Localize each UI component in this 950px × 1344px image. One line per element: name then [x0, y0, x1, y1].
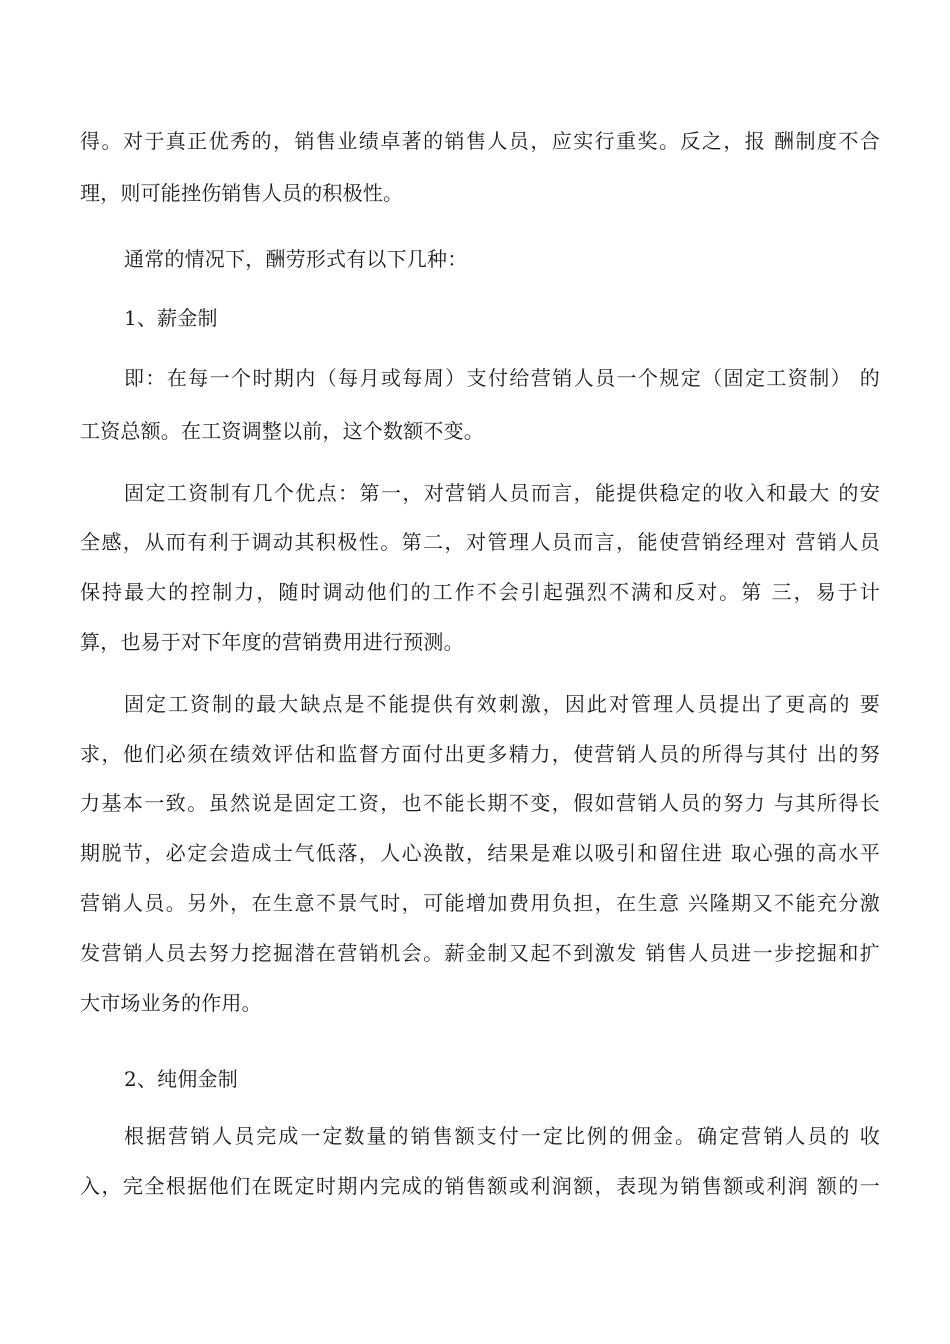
paragraph-line: 发营销人员去努力挖掘潜在营销机会。薪金制又起不到激发 销售人员进一步挖掘和扩: [80, 941, 880, 965]
paragraph-line: 大市场业务的作用。: [80, 991, 262, 1015]
paragraph-line: 营销人员。另外，在生意不景气时，可能增加费用负担，在生意 兴隆期又不能充分激: [80, 891, 880, 915]
paragraph-line: 求，他们必须在绩效评估和监督方面付出更多精力，使营销人员的所得与其付 出的努: [80, 742, 880, 766]
paragraph-line: 力基本一致。虽然说是固定工资，也不能长期不变，假如营销人员的努力 与其所得长: [80, 791, 880, 815]
paragraph-line: 入，完全根据他们在既定时期内完成的销售额或利润额，表现为销售额或利润 额的一: [80, 1174, 880, 1198]
paragraph-line: 固定工资制的最大缺点是不能提供有效刺激，因此对管理人员提出了更高的 要: [124, 692, 880, 716]
paragraph-line: 全感，从而有利于调动其积极性。第二，对管理人员而言，能使营销经理对 营销人员: [80, 530, 880, 554]
paragraph-line: 算，也易于对下年度的营销费用进行预测。: [80, 630, 464, 654]
paragraph-line: 保持最大的控制力，随时调动他们的工作不会引起强烈不满和反对。第 三，易于计: [80, 580, 880, 604]
paragraph-line: 工资总额。在工资调整以前，这个数额不变。: [80, 419, 484, 443]
paragraph-line: 通常的情况下，酬劳形式有以下几种：: [124, 247, 468, 271]
section-heading: 2、纯佣金制: [124, 1067, 238, 1091]
section-heading: 1、薪金制: [124, 306, 218, 330]
paragraph-line: 期脱节，必定会造成士气低落，人心涣散，结果是难以吸引和留住进 取心强的高水平: [80, 841, 880, 865]
paragraph-line: 得。对于真正优秀的，销售业绩卓著的销售人员，应实行重奖。反之，报 酬制度不合: [80, 129, 880, 153]
paragraph-line: 固定工资制有几个优点：第一，对营销人员而言，能提供稳定的收入和最大 的安: [124, 481, 880, 505]
paragraph-line: 即：在每一个时期内（每月或每周）支付给营销人员一个规定（固定工资制） 的: [124, 366, 880, 390]
paragraph-line: 理，则可能挫伤销售人员的积极性。: [80, 181, 404, 205]
paragraph-line: 根据营销人员完成一定数量的销售额支付一定比例的佣金。确定营销人员的 收: [124, 1124, 880, 1148]
